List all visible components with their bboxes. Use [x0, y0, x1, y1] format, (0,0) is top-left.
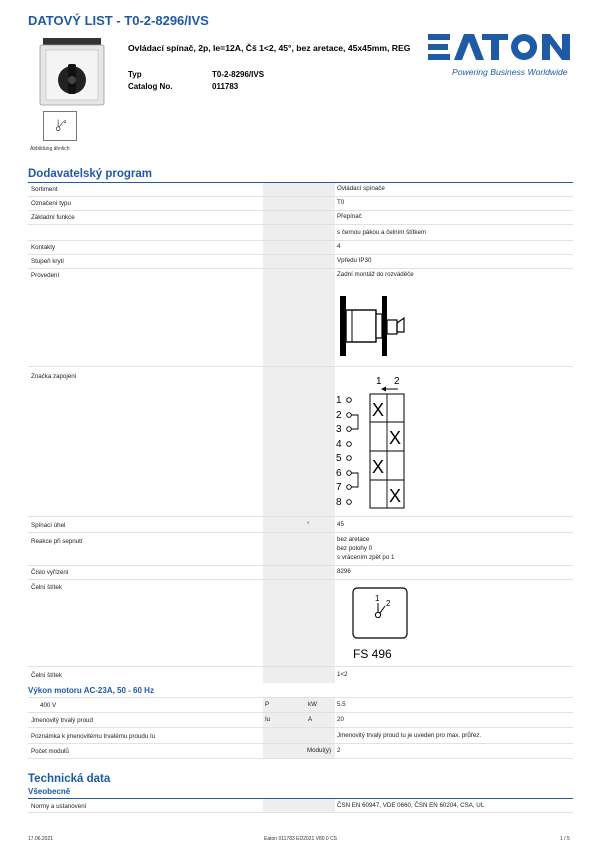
svg-text:X: X: [389, 486, 402, 506]
front-plate-code: FS 496: [353, 647, 392, 661]
front-plate-diagram: [352, 587, 408, 663]
row-divider: [28, 516, 573, 517]
row-label-wiring: Značka zapojení: [31, 373, 77, 380]
row-label-contacts: Kontakty: [31, 244, 56, 251]
svg-text:X: X: [389, 428, 402, 448]
row-value-reaction-1: bez aretace: [337, 536, 370, 543]
row-value-sortiment: Ovládací spínače: [337, 185, 385, 192]
svg-text:2: 2: [63, 119, 67, 125]
row-divider: [28, 532, 573, 533]
row-divider: [28, 196, 573, 197]
page-title: DATOVÝ LIST - T0-2-8296/IVS: [28, 13, 209, 28]
row-label-front-plate-2: Čelní štítek: [31, 672, 62, 679]
row-label-type: Označení typu: [31, 200, 71, 207]
footer-document-id: Eaton 011783 ED2021 V80.0 CS: [264, 836, 338, 842]
grey-column: [263, 183, 335, 683]
row-symbol-current: Iu: [265, 716, 271, 723]
row-divider: [28, 743, 573, 744]
footer-date: 17.06.2021: [28, 836, 54, 842]
row-label-current-note: Poznámka k jmenovitému trvalému proudu Iu: [31, 733, 156, 740]
type-value: T0-2-8296/IVS: [212, 70, 265, 79]
row-divider: [28, 268, 573, 269]
row-divider: [28, 666, 573, 667]
row-divider: [28, 210, 573, 211]
contact-label: 4: [336, 439, 342, 450]
row-label-mounting: Provedení: [31, 272, 60, 279]
catalog-label: Catalog No.: [128, 82, 173, 91]
contact-label: 1: [336, 395, 342, 406]
diagram-position-label: 2: [394, 376, 400, 387]
row-value-mounting: Zadní montáž do rozváděče: [337, 271, 414, 278]
contact-label: 2: [336, 410, 342, 421]
row-divider: [28, 224, 573, 225]
front-plate-position: 2: [386, 599, 391, 608]
row-unit-current: A: [308, 716, 313, 723]
contact-label: 7: [336, 482, 342, 493]
row-unit-angle: °: [307, 521, 310, 528]
contact-label: 3: [336, 424, 342, 435]
motor-section-title: Výkon motoru AC-23A, 50 - 60 Hz: [28, 686, 154, 695]
row-label-rated-current: Jmenovitý trvalý proud: [31, 717, 93, 724]
grey-column: [263, 799, 335, 812]
row-label-protection: Stupeň krytí: [31, 258, 65, 265]
row-value-reaction-3: s vrácením zpět po 1: [337, 554, 395, 561]
row-divider: [28, 727, 573, 728]
switch-symbol-icon: [43, 111, 77, 141]
row-label-order-number: Číslo vyřízení: [31, 569, 69, 576]
row-value-order-number: 8296: [337, 568, 351, 575]
supplier-section-title: Dodavatelský program: [28, 168, 152, 180]
svg-text:X: X: [372, 457, 385, 477]
row-divider: [28, 254, 573, 255]
row-value-reaction-2: bez polohy 0: [337, 545, 373, 552]
row-value-modules: 2: [337, 747, 341, 754]
diagram-position-label: 1: [376, 376, 382, 387]
eaton-logo: [428, 32, 574, 62]
row-label-angle: Spínací úhel: [31, 522, 66, 529]
brand-tagline: Powering Business Worldwide: [452, 67, 568, 77]
wiring-diagram: [336, 374, 416, 510]
row-value-standards: ČSN EN 60947, VDE 0660, ČSN EN 60204, CSA, UL: [337, 802, 485, 809]
row-label-modules: Počet modulů: [31, 748, 69, 755]
row-value-type: T0: [337, 199, 345, 206]
front-plate-position: 1: [375, 594, 380, 603]
row-unit-power: kW: [308, 701, 317, 708]
row-value-angle: 45: [337, 521, 344, 528]
row-value-protection: Vpředu IP30: [337, 257, 372, 264]
catalog-value: 011783: [212, 82, 239, 91]
row-value-current-note: Jmenovitý trvalý proud Iu je uveden pro max. průřez.: [337, 732, 482, 739]
row-divider: [28, 366, 573, 367]
contact-label: 6: [336, 468, 342, 479]
svg-text:X: X: [372, 400, 385, 420]
row-divider: [28, 758, 573, 759]
row-divider: [28, 240, 573, 241]
row-symbol-power: P: [265, 701, 270, 708]
contact-label: 8: [336, 497, 342, 508]
row-divider: [28, 565, 573, 566]
row-value-contacts: 4: [337, 243, 341, 250]
row-label-sortiment: Sortiment: [31, 186, 58, 193]
row-label-400v: 400 V: [40, 702, 57, 709]
row-value-power: 5.5: [337, 701, 346, 708]
row-label-standards: Normy a ustanovení: [31, 803, 87, 810]
product-description: Ovládací spínač, 2p, Ie=12A, Čš 1<2, 45°, bez aretace, 45x45mm, REG: [128, 43, 411, 53]
image-caption: Abbildung ähnlich: [30, 146, 70, 152]
row-label-reaction: Reakce při sepnutí: [31, 538, 83, 545]
row-value-front-plate-2: 1<2: [337, 671, 348, 678]
footer-page-number: 1 / 5: [560, 836, 570, 842]
contact-label: 5: [336, 453, 342, 464]
row-divider: [28, 712, 573, 713]
type-label: Typ: [128, 70, 142, 79]
mounting-diagram: [338, 292, 418, 360]
row-unit-modules: Modul(y): [307, 747, 332, 754]
row-value-function: Přepínač: [337, 213, 362, 220]
row-label-function: Základní funkce: [31, 214, 75, 221]
technical-section-title: Technická data: [28, 773, 111, 785]
product-image: [39, 36, 105, 106]
row-divider: [28, 579, 573, 580]
row-value-current: 20: [337, 716, 344, 723]
row-divider: [28, 812, 573, 813]
technical-subtitle: Všeobecně: [28, 787, 71, 796]
row-label-front-plate: Čelní štítek: [31, 584, 62, 591]
row-value-function-detail: s černou pákou a čelním štítkem: [337, 229, 427, 236]
